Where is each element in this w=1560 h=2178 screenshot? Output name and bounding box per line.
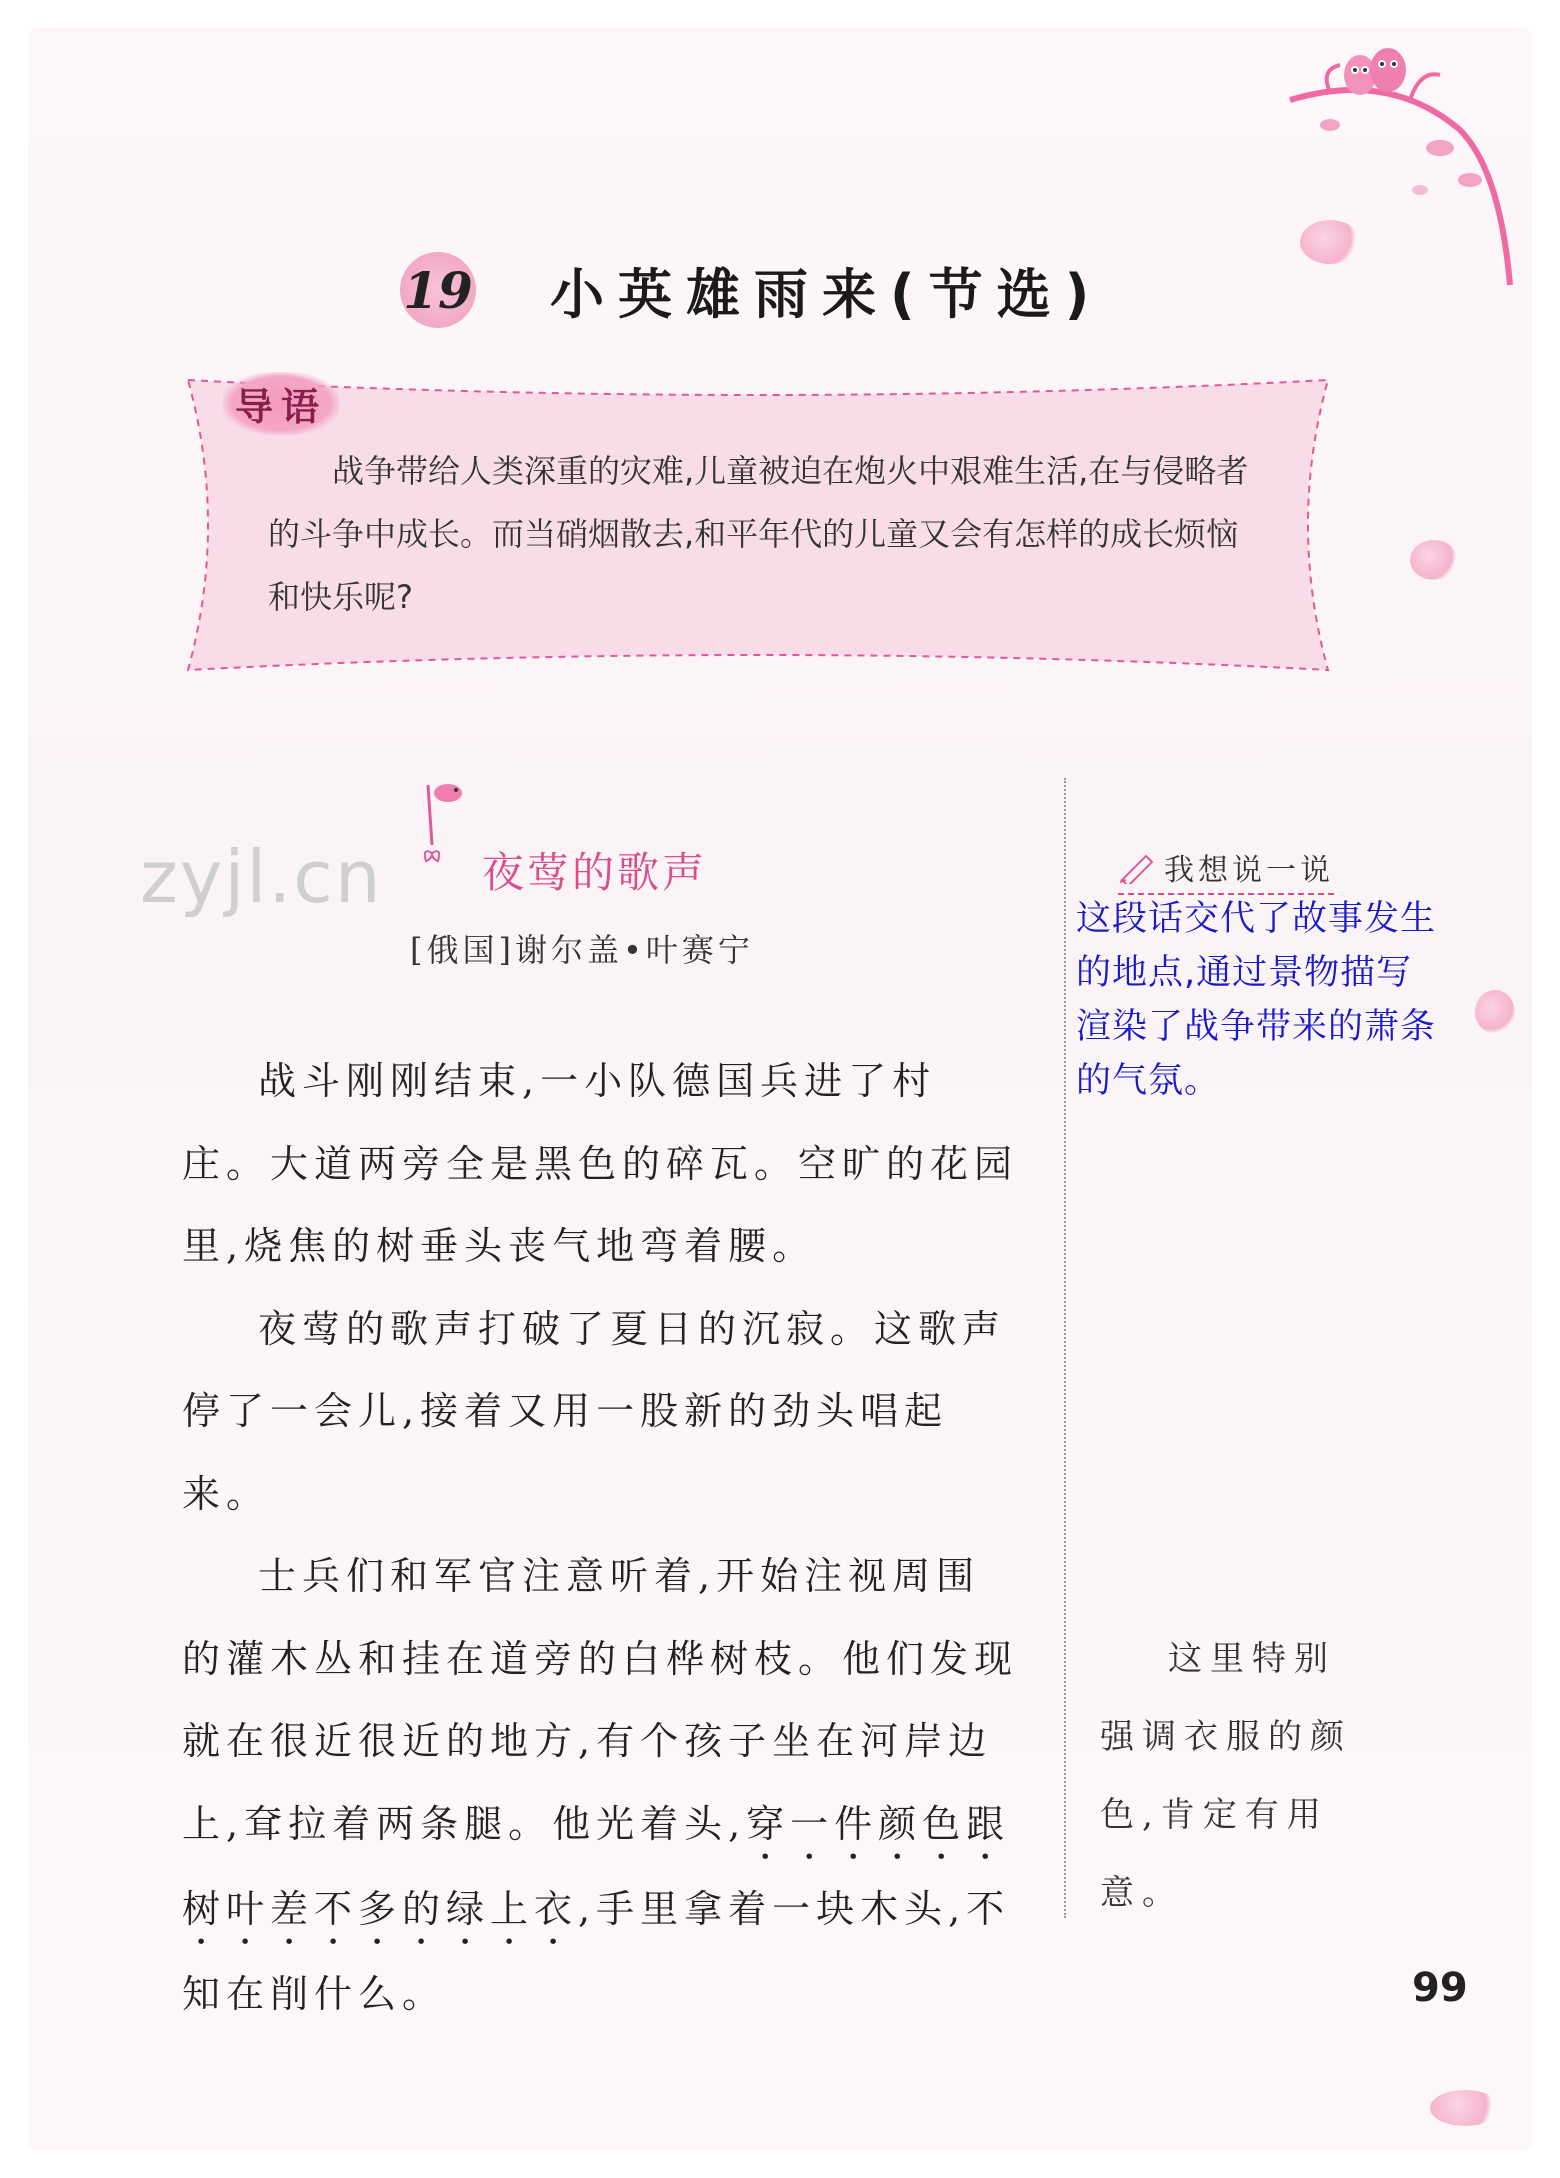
intro-box — [178, 370, 1338, 680]
author: [俄国]谢尔盖•叶赛宁 — [410, 931, 754, 969]
page-number: 99 — [1412, 1965, 1468, 2011]
paragraph: 夜莺的歌声打破了夏日的沉寂。这歌声停了一会儿,接着又用一股新的劲头唱起来。 — [182, 1306, 1007, 1516]
note-heading — [1118, 845, 1334, 895]
body-text — [182, 1040, 1022, 2035]
blossom-decoration — [1475, 990, 1515, 1034]
paragraph — [182, 1535, 1022, 2035]
column-divider — [1064, 778, 1066, 1918]
side-note-line: 强调衣服的颜 — [1100, 1717, 1352, 1757]
note-heading-label: 我想说一说 — [1164, 853, 1334, 888]
side-note-line: 意。 — [1100, 1873, 1184, 1913]
intro-text: 战争带给人类深重的灾难,儿童被迫在炮火中艰难生活,在与侵略者的斗争中成长。而当硝烟散去,和平年代的儿童又会有怎样的成长烦恼和快乐呢? — [268, 452, 1249, 616]
lesson-title-text: 小英雄雨来(节选) — [550, 262, 1104, 326]
handwritten-note: 这段话交代了故事发生的地点,通过景物描写渲染了战争带来的萧条的气氛。 — [1076, 899, 1437, 1101]
section-title: 夜莺的歌声 — [482, 848, 708, 897]
bird-ribbon-icon — [418, 775, 478, 895]
side-note-line: 色,肯定有用 — [1100, 1795, 1329, 1835]
side-note-line: 这里特别 — [1168, 1639, 1336, 1679]
emphasized-text: 穿一件颜色跟树叶差不多的绿上衣 — [182, 1801, 1011, 1931]
branch-owls-icon — [1270, 30, 1540, 300]
blossom-decoration — [1410, 540, 1458, 580]
lesson-number: 19 — [400, 252, 476, 328]
intro-label: 导语 — [223, 372, 339, 435]
side-note — [1100, 1620, 1360, 1932]
lesson-title — [400, 250, 1103, 330]
paragraph-text: ,手里拿着一块木头,不知在削什么。 — [182, 1886, 1011, 2016]
blossom-decoration — [1430, 2090, 1500, 2126]
paragraph: 战斗刚刚结束,一小队德国兵进了村庄。大道两旁全是黑色的碎瓦。空旷的花园里,烧焦的树垂头丧气地弯着腰。 — [182, 1059, 1019, 1268]
watermark: zyjl.cn — [140, 835, 383, 919]
paragraph-text: 士兵们和军官注意听着,开始注视周围的灌木丛和挂在道旁的白桦树枝。他们发现就在很近很近的地方,有个孩子坐在河岸边上,耷拉着两条腿。他光着头, — [182, 1554, 1019, 1846]
pencil-icon — [1118, 850, 1158, 884]
